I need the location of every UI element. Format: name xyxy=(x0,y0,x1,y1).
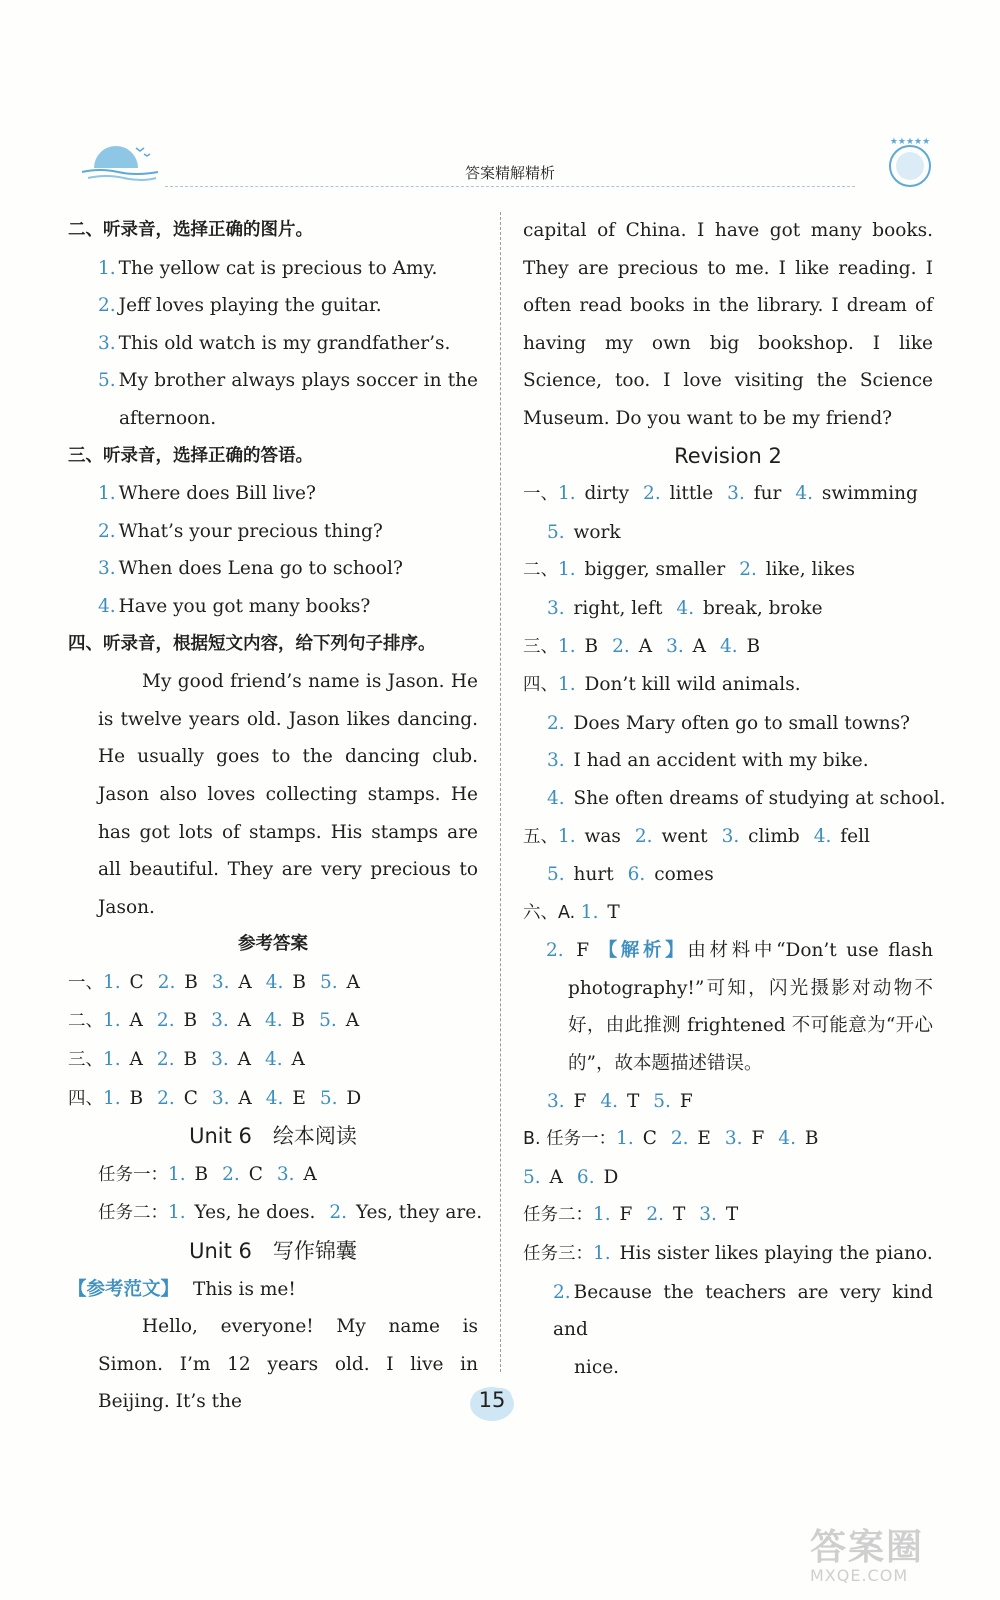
answer-item xyxy=(593,1204,632,1225)
essay-title: This is me! xyxy=(193,1278,296,1300)
answer-item xyxy=(103,972,144,993)
answer-item xyxy=(266,972,306,993)
answer-item xyxy=(547,864,614,885)
answer-item xyxy=(635,826,708,847)
answer-row xyxy=(523,1159,933,1197)
item-text: right, left xyxy=(573,597,663,619)
item-text: Because the teachers are very kind and xyxy=(553,1281,933,1341)
list-item xyxy=(68,287,478,325)
item-text: B xyxy=(292,971,306,993)
item-text: T xyxy=(626,1090,640,1112)
item-text: B xyxy=(183,1049,198,1071)
item-number: 3. xyxy=(724,1128,749,1150)
answer-row xyxy=(523,894,933,933)
answer-prefix: 三、 xyxy=(523,636,558,657)
answer-item xyxy=(222,1164,263,1185)
item-text: break, broke xyxy=(702,597,823,619)
item-text: C xyxy=(642,1128,657,1150)
answer-item xyxy=(168,1164,208,1185)
answer-prefix: 三、 xyxy=(68,1050,103,1071)
item-number: 3. xyxy=(98,332,116,354)
answer-row xyxy=(523,1083,933,1121)
answer-item xyxy=(168,1202,315,1223)
item-text: C xyxy=(183,1087,198,1109)
answer-row xyxy=(523,742,933,780)
item-text: The yellow cat is precious to Amy. xyxy=(118,257,438,279)
star-badge-icon xyxy=(880,134,940,190)
item-text: A xyxy=(238,1087,252,1109)
item-text: Jeff loves playing the guitar. xyxy=(118,295,382,317)
list-item xyxy=(68,513,478,551)
item-number: 1. xyxy=(98,257,116,279)
list-item xyxy=(68,550,478,588)
item-number: 5. xyxy=(319,971,344,993)
item-text: swimming xyxy=(821,483,918,505)
answer-prefix: 四、 xyxy=(68,1088,103,1109)
unit-heading: Unit 6 绘本阅读 xyxy=(189,1124,357,1149)
answer-prefix: 一、 xyxy=(523,484,558,505)
item-number: 1. xyxy=(98,483,116,505)
answer-item xyxy=(158,972,198,993)
item-text: A xyxy=(129,1010,143,1032)
item-text: F xyxy=(679,1090,693,1112)
list-item xyxy=(68,588,478,626)
explanation xyxy=(523,932,933,1082)
item-text: comes xyxy=(654,864,714,886)
list-item xyxy=(68,325,478,363)
task-row xyxy=(523,1235,933,1274)
answer-item xyxy=(103,1010,143,1031)
answer-item xyxy=(523,1167,563,1188)
item-number: 2. xyxy=(634,825,659,847)
item-text: When does Lena go to school? xyxy=(118,558,403,580)
item-number: 3. xyxy=(699,1204,723,1226)
item-text: D xyxy=(346,1087,362,1109)
item-number: 2. xyxy=(547,712,571,734)
item-text: A xyxy=(237,1010,251,1032)
list-item xyxy=(68,362,478,400)
item-text: B xyxy=(746,635,761,657)
answer-item xyxy=(265,1049,305,1070)
answer-item xyxy=(725,1128,764,1149)
item-text: T xyxy=(607,901,620,923)
list-item xyxy=(523,1274,933,1349)
item-number: 4. xyxy=(778,1128,802,1150)
column-divider xyxy=(500,212,501,1372)
right-column xyxy=(523,212,946,1386)
item-text: dirty xyxy=(584,483,630,505)
item-number: 2. xyxy=(157,971,182,993)
item-text: hurt xyxy=(573,864,614,886)
answer-item xyxy=(319,1010,359,1031)
item-text: She often dreams of studying at school. xyxy=(573,787,946,809)
item-number: 4. xyxy=(265,1087,290,1109)
item-number: 5. xyxy=(547,521,571,543)
item-number: 3. xyxy=(211,971,236,993)
answer-item xyxy=(600,1091,639,1112)
item-number: 5. xyxy=(547,864,571,886)
item-number: 5. xyxy=(319,1087,344,1109)
answer-row xyxy=(523,818,933,857)
item-text: A xyxy=(638,635,653,657)
task-row xyxy=(68,1156,478,1195)
item-number: 5. xyxy=(653,1090,677,1112)
answer-item xyxy=(795,483,918,504)
header-divider xyxy=(165,186,855,187)
item-text: was xyxy=(584,825,621,847)
item-number: 1. xyxy=(558,559,582,581)
answer-item xyxy=(558,826,621,847)
answer-row xyxy=(523,780,946,818)
answer-prefix: 五、 xyxy=(523,826,558,847)
item-text: A xyxy=(129,1049,143,1071)
answer-item xyxy=(616,1128,657,1149)
answer-item xyxy=(157,1088,198,1109)
passage-text: My good friend’s name is Jason. He is twelve years old. Jason likes dancing. He usually goes to the dancing club. Jason also loves collecting stamps. He has got lots of stamps. His stamps are all beautiful. They are very precious to Jason. xyxy=(98,671,478,918)
item-text: C xyxy=(248,1163,263,1185)
essay-title-row xyxy=(68,1271,478,1309)
answer-item xyxy=(266,1088,306,1109)
item-text: Does Mary often go to small towns? xyxy=(573,712,910,734)
answer-item xyxy=(612,636,652,657)
answer-item xyxy=(646,1204,685,1225)
answer-row xyxy=(523,666,933,705)
item-number: 1. xyxy=(558,825,582,847)
page-number xyxy=(468,1383,516,1423)
list-item xyxy=(68,475,478,513)
answer-item xyxy=(320,972,360,993)
item-text: What’s your precious thing? xyxy=(118,520,383,542)
answer-prefix: B. 任务一： xyxy=(523,1129,617,1150)
answer-heading: 参考答案 xyxy=(238,934,308,955)
item-text: B xyxy=(184,971,198,993)
answer-item xyxy=(778,1128,818,1149)
answer-item xyxy=(593,1243,933,1264)
item-number: 4. xyxy=(720,635,744,657)
item-text: fell xyxy=(840,825,870,847)
item-number: 3. xyxy=(211,1049,235,1071)
item-text: C xyxy=(129,971,144,993)
item-text: Yes, he does. xyxy=(194,1202,316,1224)
answer-item xyxy=(739,559,855,580)
item-text: T xyxy=(672,1204,686,1226)
unit-heading: Unit 6 写作锦囊 xyxy=(189,1239,357,1264)
item-number: 6. xyxy=(576,1166,601,1188)
answer-row xyxy=(523,514,933,552)
item-number: 4. xyxy=(265,971,290,993)
answer-row xyxy=(523,590,933,628)
item-number: 4. xyxy=(795,483,819,505)
answer-item xyxy=(547,522,621,543)
item-number: 1. xyxy=(580,901,605,923)
answer-item xyxy=(558,559,725,580)
answer-item xyxy=(676,598,822,619)
section-heading: 三、听录音，选择正确的答语。 xyxy=(68,445,313,466)
item-text: A xyxy=(692,635,706,657)
item-text: A xyxy=(549,1166,563,1188)
item-number: 1. xyxy=(103,1010,127,1032)
item-text: T xyxy=(725,1204,739,1226)
item-number: 4. xyxy=(676,597,700,619)
answer-row xyxy=(523,705,933,743)
answer-item xyxy=(666,636,706,657)
item-number: 1. xyxy=(103,1049,127,1071)
item-number: 2. xyxy=(156,1049,181,1071)
item-number: 3. xyxy=(547,597,571,619)
item-text: A xyxy=(238,971,252,993)
item-number: 1. xyxy=(103,971,127,993)
item-number: 4. xyxy=(265,1010,289,1032)
item-text: My brother always plays soccer in the xyxy=(118,370,478,392)
essay-text: Hello, everyone! My name is Simon. I’m 12 years old. I live in Beijing. It’s the xyxy=(98,1316,478,1413)
answer-row xyxy=(68,1080,478,1119)
reference-tag: 【参考范文】 xyxy=(68,1278,180,1300)
item-text: This old watch is my grandfather’s. xyxy=(118,332,451,354)
item-text: little xyxy=(669,483,714,505)
item-text: A xyxy=(291,1049,305,1071)
item-number: 4. xyxy=(98,595,116,617)
explanation-text: 由材料中“Don’t use flash photography!”可知，闪光摄影对动物不好，由此推测 frightened 不可能意为“开心的”，故本题描述错误。 xyxy=(568,940,933,1075)
answer-item xyxy=(671,1128,711,1149)
answer-row xyxy=(523,475,933,514)
list-item xyxy=(68,250,478,288)
item-number: 2. xyxy=(643,483,667,505)
answer-prefix: 六、A. xyxy=(523,902,581,923)
task-row xyxy=(68,1194,483,1233)
item-text: E xyxy=(292,1087,306,1109)
item-text: I had an accident with my bike. xyxy=(573,750,869,772)
item-number: 2. xyxy=(157,1087,181,1109)
page-header xyxy=(80,130,940,190)
answer-row xyxy=(523,551,933,590)
item-text: like, likes xyxy=(765,559,855,581)
watermark-bottom: MXQE.COM xyxy=(810,1566,909,1585)
answer-letter: F xyxy=(576,940,599,962)
item-number: 1. xyxy=(616,1128,640,1150)
page-number-text: 15 xyxy=(478,1388,506,1412)
answer-prefix: 一、 xyxy=(68,972,103,993)
answer-row xyxy=(68,1041,478,1080)
item-text: Have you got many books? xyxy=(118,595,371,617)
item-number: 2. xyxy=(329,1202,353,1224)
answer-row xyxy=(68,1002,478,1041)
item-text: B xyxy=(584,635,599,657)
task-prefix: 任务一： xyxy=(98,1164,168,1185)
item-number: 2. xyxy=(670,1128,695,1150)
section-heading: 二、听录音，选择正确的图片。 xyxy=(68,220,313,240)
item-number: 3. xyxy=(666,635,690,657)
item-number: 1. xyxy=(558,674,582,696)
item-text: A xyxy=(346,971,360,993)
task-row xyxy=(523,1196,933,1235)
answer-item xyxy=(212,1088,252,1109)
item-text: A xyxy=(237,1049,251,1071)
left-column xyxy=(68,212,483,1421)
item-text: Don’t kill wild animals. xyxy=(584,674,801,696)
item-text: F xyxy=(751,1128,765,1150)
item-number: 2. xyxy=(222,1163,246,1185)
item-number: 5. xyxy=(523,1166,547,1188)
item-text: B xyxy=(194,1163,209,1185)
header-title: 答案精解精析 xyxy=(464,164,555,182)
item-text: B xyxy=(183,1010,198,1032)
answer-item xyxy=(628,864,714,885)
item-number: 1. xyxy=(168,1202,192,1224)
item-continuation: afternoon. xyxy=(119,407,217,429)
section-heading: 四、听录音，根据短文内容，给下列句子排序。 xyxy=(68,633,436,654)
item-number: 1. xyxy=(103,1087,127,1109)
item-text: E xyxy=(697,1128,711,1150)
item-text: Yes, they are. xyxy=(355,1202,483,1224)
answer-item xyxy=(643,483,713,504)
answer-item xyxy=(814,826,870,847)
item-text: work xyxy=(573,521,621,543)
answer-item xyxy=(277,1164,317,1185)
analysis-tag: 【解析】 xyxy=(598,940,688,962)
item-text: Where does Bill live? xyxy=(118,483,316,505)
item-number: 2. xyxy=(646,1204,670,1226)
item-text: bigger, smaller xyxy=(584,559,726,581)
item-number: 1. xyxy=(558,483,582,505)
item-text: B xyxy=(129,1087,144,1109)
item-number: 4. xyxy=(813,825,838,847)
answer-row xyxy=(523,856,933,894)
answer-item xyxy=(320,1088,361,1109)
essay-text: capital of China. I have got many books. They are precious to me. I like reading. I often read books in the library. I dream of having my own big bookshop. I like Science, too. I love visiting the Science Museum. Do you want to be my friend? xyxy=(523,220,933,429)
answer-item xyxy=(211,1010,251,1031)
answer-item xyxy=(547,788,945,809)
item-number: 4. xyxy=(547,787,571,809)
item-number: 3. xyxy=(276,1163,301,1185)
unit-heading: Revision 2 xyxy=(674,443,782,468)
item-text: D xyxy=(603,1166,619,1188)
item-number: 3. xyxy=(547,750,571,772)
item-number: 1. xyxy=(593,1204,617,1226)
answer-item xyxy=(157,1010,197,1031)
task-prefix: 任务二： xyxy=(523,1205,593,1226)
item-text: His sister likes playing the piano. xyxy=(619,1243,933,1265)
item-number: 2. xyxy=(98,520,116,542)
item-text: F xyxy=(619,1204,633,1226)
item-number: 5. xyxy=(319,1010,343,1032)
answer-prefix: 四、 xyxy=(523,675,558,696)
item-number: 1. xyxy=(593,1243,617,1265)
answer-item xyxy=(103,1088,143,1109)
task-prefix: 任务二： xyxy=(98,1203,168,1224)
answer-row xyxy=(523,1120,933,1159)
answer-item xyxy=(329,1202,482,1223)
corner-watermark xyxy=(810,1527,980,1590)
answer-prefix: 二、 xyxy=(523,560,558,581)
item-number: 3. xyxy=(727,483,751,505)
answer-item xyxy=(265,1010,305,1031)
item-number: 1. xyxy=(168,1163,192,1185)
item-number: 3. xyxy=(211,1087,236,1109)
answer-item xyxy=(577,1167,618,1188)
item-number: 2. xyxy=(98,295,116,317)
item-number: 1. xyxy=(558,635,582,657)
task-prefix: 任务三： xyxy=(523,1244,593,1265)
answer-item xyxy=(547,1091,586,1112)
answer-item xyxy=(653,1091,692,1112)
item-number: 3. xyxy=(547,1090,571,1112)
answer-item xyxy=(547,750,869,771)
svg-text:★★★★★: ★★★★★ xyxy=(889,137,931,147)
answer-item xyxy=(558,483,629,504)
answer-row xyxy=(68,964,478,1003)
item-text: A xyxy=(303,1163,317,1185)
item-number: 2. xyxy=(612,635,636,657)
answer-item xyxy=(581,902,620,923)
answer-row xyxy=(523,628,933,667)
item-number: 3. xyxy=(721,825,746,847)
watermark-top: 答案圈 xyxy=(810,1527,925,1568)
item-number: 6. xyxy=(627,864,652,886)
item-text: F xyxy=(573,1090,587,1112)
item-number: 2. xyxy=(553,1281,571,1303)
item-text: climb xyxy=(748,825,800,847)
item-number: 4. xyxy=(600,1090,624,1112)
answer-item xyxy=(547,713,910,734)
answer-item xyxy=(727,483,781,504)
item-number: 2. xyxy=(156,1010,181,1032)
item-text: went xyxy=(661,825,708,847)
item-continuation: nice. xyxy=(574,1356,620,1378)
item-number: 2. xyxy=(546,940,574,962)
answer-prefix: 二、 xyxy=(68,1011,103,1032)
item-text: B xyxy=(804,1128,819,1150)
item-text: A xyxy=(345,1010,360,1032)
answer-item xyxy=(547,598,662,619)
answer-item xyxy=(722,826,800,847)
item-text: B xyxy=(291,1010,306,1032)
answer-item xyxy=(558,636,598,657)
answer-item xyxy=(558,674,801,695)
answer-item xyxy=(720,636,760,657)
answer-item xyxy=(157,1049,197,1070)
answer-item xyxy=(212,972,252,993)
item-number: 3. xyxy=(211,1010,235,1032)
answer-item xyxy=(211,1049,251,1070)
item-number: 2. xyxy=(739,559,763,581)
answer-item xyxy=(103,1049,143,1070)
item-number: 5. xyxy=(98,370,116,392)
item-text: fur xyxy=(753,483,782,505)
item-number: 4. xyxy=(265,1049,289,1071)
answer-item xyxy=(699,1204,738,1225)
item-number: 3. xyxy=(98,558,116,580)
